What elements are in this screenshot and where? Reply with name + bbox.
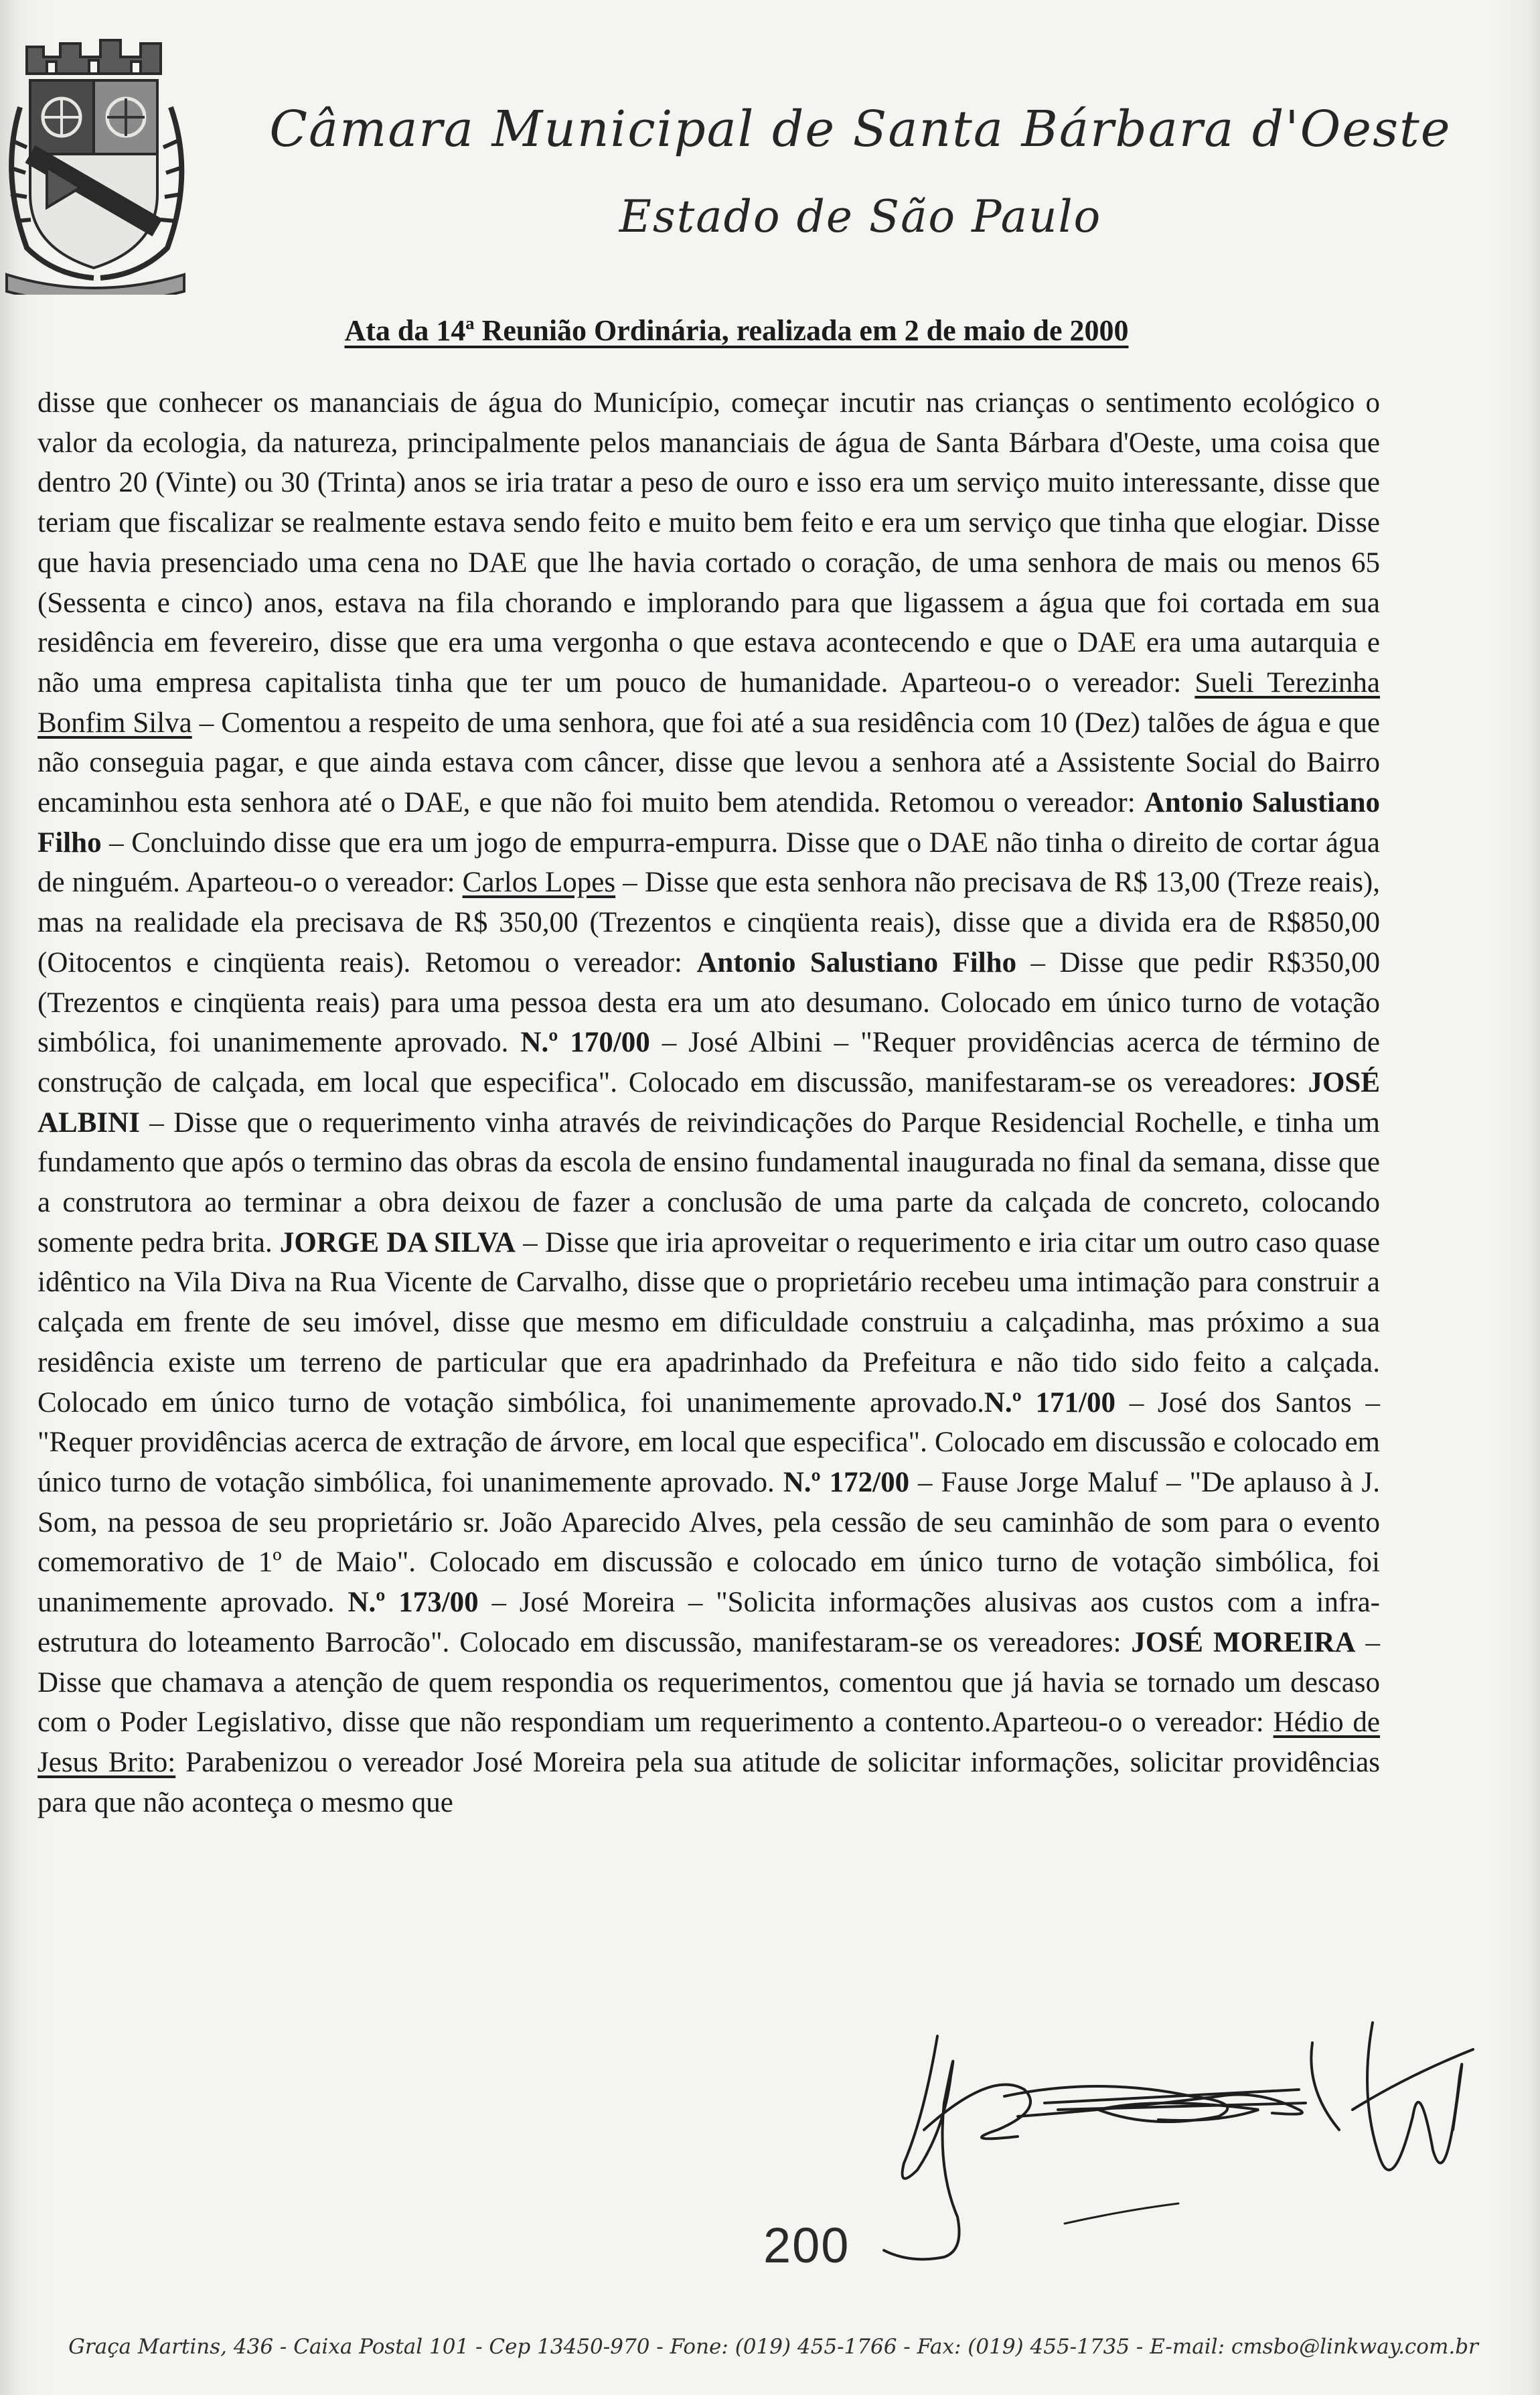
body-text-run: – Comentou a respeito de uma senhora, que foi até a sua residência com 10 (Dez) talões de água e que não conseguia pagar, e que ainda estava com câncer, disse que levou a senhora até a Assistente Social do Bairro encaminhou esta senhora até o DAE, e que não foi muito bem atendida. Retomou o vereador:	[37, 707, 1380, 819]
councilor-name: Antonio Salustiano Filho	[696, 946, 1017, 978]
chamber-name-heading: Câmara Municipal de Santa Bárbara d'Oeste	[269, 100, 1452, 158]
body-text-run: disse que conhecer os mananciais de água do Município, começar incutir nas crianças o sentimento ecológico o valor da ecologia, da natureza, principalmente pelos mananciais de água de Santa Bárbara d'Oeste, uma coisa que dentro 20 (Vinte) ou 30 (Trinta) anos se iria tratar a peso de ouro e isso era um serviço muito interessante, disse que teriam que fiscalizar se realmente estava sendo feito e muito bem feito e era um serviço que tinha que elogiar. Disse que havia presenciado uma cena no DAE que lhe havia cortado o coração, de uma senhora de mais ou menos 65 (Sessenta e cinco) anos, estava na fila chorando e implorando para que ligassem a água que foi cortada em sua residência em fevereiro, disse que era uma vergonha o que estava acontecendo e que o DAE era uma autarquia e não uma empresa capitalista tinha que ter um pouco de humanidade. Aparteou-o o vereador:	[37, 387, 1380, 699]
request-number: N.º 172/00	[783, 1466, 910, 1498]
councilor-name: JOSÉ MOREIRA	[1131, 1626, 1356, 1658]
body-text-run: – Disse que pedir R$350,00 (Trezentos e cinqüenta reais) para uma pessoa desta era um ato desumano. Colocado em único turno de votação simbólica, foi unanimemente aprovado.	[37, 946, 1380, 1059]
body-text-run: – Disse que chamava a atenção de quem respondia os requerimentos, comentou que já havia se tornado um descaso com o Poder Legislativo, disse que não respondiam um requerimento a contento.Aparteou-o o vereador:	[37, 1626, 1381, 1739]
letterhead-footer: Graça Martins, 436 - Caixa Postal 101 - Cep 13450-970 - Fone: (019) 455-1766 - Fax: (019) 455-1735 - E-mail: cmsbo@linkway.com.br	[68, 2335, 1478, 2359]
state-heading: Estado de São Paulo	[619, 191, 1102, 242]
councilor-name: Carlos Lopes	[462, 867, 616, 899]
body-text-run: – José Moreira – "Solicita informações alusivas aos custos com a infra-estrutura do loteamento Barrocão". Colocado em discussão, manifestaram-se os vereadores:	[37, 1587, 1380, 1658]
body-text-run: – Disse que o requerimento vinha através de reivindicações do Parque Residencial Rochelle, e tinha um fundamento que após o termino das obras da escola de ensino fundamental inaugurada no final da semana, disse que a construtora ao terminar a obra deixou de fazer a conclusão de uma parte da calçada de concreto, colocando somente pedra brita.	[37, 1106, 1380, 1258]
handwritten-signatures	[844, 1996, 1486, 2277]
page-number: 200	[763, 2218, 850, 2273]
councilor-name: JORGE DA SILVA	[279, 1226, 516, 1258]
councilor-name: Antonio Salustiano Filho	[37, 787, 1381, 859]
councilor-name: JOSÉ ALBINI	[37, 1066, 1380, 1139]
minutes-body	[37, 383, 1380, 1822]
coat-of-arms-icon	[0, 27, 201, 295]
body-text-run: Parabenizou o vereador José Moreira pela sua atitude de solicitar informações, solicitar providências para que não aconteça o mesmo que	[37, 1746, 1380, 1818]
body-text-run: – Disse que iria aproveitar o requerimento e iria citar um outro caso quase idêntico na Vila Diva na Rua Vicente de Carvalho, disse que o proprietário recebeu uma intimação para construir a calçada em frente de seu imóvel, disse que mesmo em dificuldade construiu a calçadinha, mas próximo a sua residência existe um terreno de particular que era apadrinhado da Prefeitura e não tido sido feito a calçada. Colocado em único turno de votação simbólica, foi unanimemente aprovado.	[37, 1226, 1380, 1419]
councilor-name: Sueli Terezinha Bonfim Silva	[37, 666, 1380, 739]
request-number: N.º 173/00	[348, 1587, 479, 1619]
request-number: N.º 171/00	[984, 1386, 1115, 1419]
body-text-run: – Concluindo disse que era um jogo de empurra-empurra. Disse que o DAE não tinha o direito de cortar água de ninguém. Aparteou-o o vereador:	[37, 826, 1380, 899]
body-text-run: – José Albini – "Requer providências acerca de término de construção de calçada, em local que especifica". Colocado em discussão, manifestaram-se os vereadores:	[37, 1027, 1380, 1098]
request-number: N.º 170/00	[520, 1027, 650, 1059]
minutes-title: Ata da 14ª Reunião Ordinária, realizada em 2 de maio de 2000	[344, 314, 1129, 347]
councilor-name: Hédio de Jesus Brito:	[37, 1707, 1381, 1778]
body-text-run: – Disse que esta senhora não precisava de R$ 13,00 (Treze reais), mas na realidade ela precisava de R$ 350,00 (Trezentos e cinqüenta reais), disse que a divida era de R$850,00 (Oitocentos e cinqüenta reais). Retomou o vereador:	[37, 867, 1380, 978]
body-text-run: – José dos Santos – "Requer providências acerca de extração de árvore, em local que especifica". Colocado em discussão e colocado em único turno de votação simbólica, foi unanimemente aprovado.	[37, 1386, 1380, 1498]
body-text-run: – Fause Jorge Maluf – "De aplauso à J. Som, na pessoa de seu proprietário sr. João Aparecido Alves, pela cessão de seu caminhão de som para o evento comemorativo de 1º de Maio". Colocado em discussão e colocado em único turno de votação simbólica, foi unanimemente aprovado.	[37, 1466, 1380, 1619]
